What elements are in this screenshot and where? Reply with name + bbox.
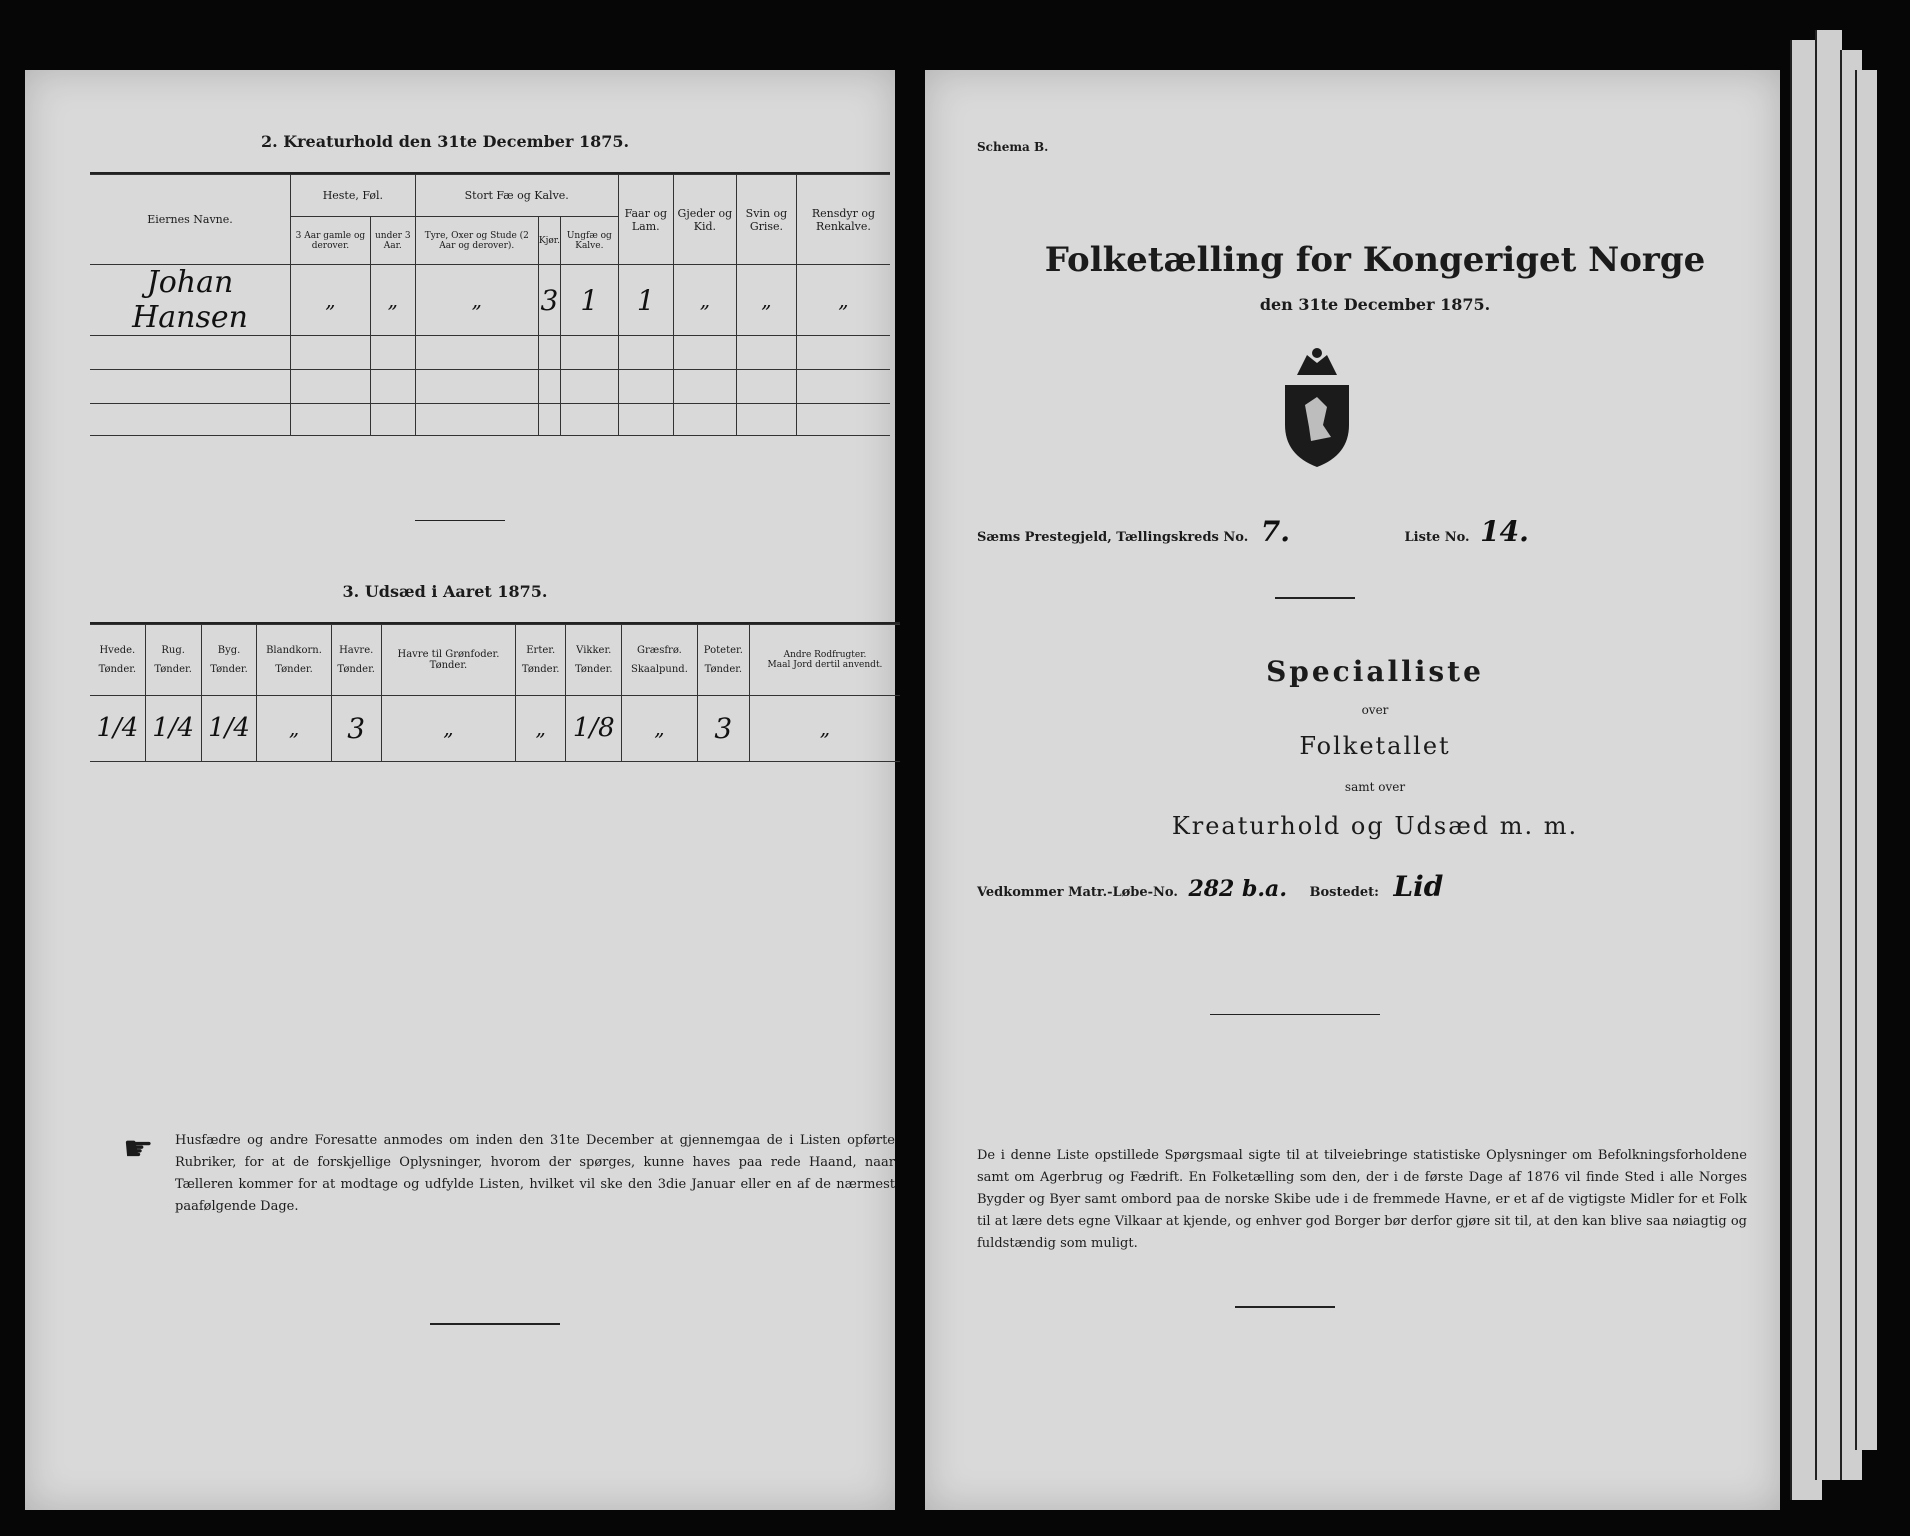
owner-header: Eiernes Navne. xyxy=(90,175,291,265)
seed-value: „ xyxy=(257,695,331,762)
divider xyxy=(415,520,505,521)
left-page xyxy=(25,70,895,1510)
table-row xyxy=(90,695,900,762)
census-date: den 31te December 1875. xyxy=(1259,295,1491,314)
coat-of-arms-icon xyxy=(1277,345,1357,470)
value-cell: 1 xyxy=(618,265,673,336)
col-goats: Gjeder og Kid. xyxy=(673,175,736,265)
schema-label: Schema B. xyxy=(977,140,1049,154)
seed-value: 1/8 xyxy=(566,695,622,762)
list-no: 14. xyxy=(1480,515,1529,548)
over-text: over xyxy=(1361,703,1389,717)
seed-title: 3. Udsæd i Aaret 1875. xyxy=(342,582,548,601)
col-horses-young: under 3 Aar. xyxy=(370,217,415,265)
page-edge xyxy=(1855,70,1877,1450)
value-cell: „ xyxy=(796,265,890,336)
seed-table xyxy=(90,624,900,762)
right-page xyxy=(925,70,1780,1510)
col-reindeer: Rensdyr og Renkalve. xyxy=(796,175,890,265)
seed-value: 1/4 xyxy=(90,695,145,762)
parish-line xyxy=(977,515,1737,548)
group-cattle: Stort Fæ og Kalve. xyxy=(415,175,618,217)
seed-value: „ xyxy=(381,695,515,762)
value-cell: „ xyxy=(736,265,796,336)
col-pigs: Svin og Grise. xyxy=(736,175,796,265)
divider xyxy=(1235,1306,1335,1308)
table-row xyxy=(90,404,890,436)
divider xyxy=(1275,597,1355,599)
matr-label: Vedkommer Matr.-Løbe-No. xyxy=(977,885,1178,900)
bostedet-value: Lid xyxy=(1393,870,1444,903)
seed-col: Havre. Tønder. xyxy=(331,625,381,696)
folk-title: Folketallet xyxy=(1299,732,1451,760)
table-row xyxy=(90,265,890,336)
seed-col: Poteter. Tønder. xyxy=(697,625,749,696)
value-cell: „ xyxy=(415,265,538,336)
divider xyxy=(1210,1014,1380,1015)
livestock-table xyxy=(90,174,890,436)
parish-no: 7. xyxy=(1260,515,1290,548)
value-cell: „ xyxy=(291,265,371,336)
page-edge xyxy=(1815,30,1842,1480)
col-young-cattle: Ungfæ og Kalve. xyxy=(560,217,618,265)
value-cell: „ xyxy=(370,265,415,336)
value-cell: 1 xyxy=(560,265,618,336)
seed-col: Rug. Tønder. xyxy=(145,625,201,696)
seed-col: Hvede. Tønder. xyxy=(90,625,145,696)
table-row xyxy=(90,336,890,370)
bostedet-label: Bostedet: xyxy=(1309,885,1379,900)
matr-no: 282 b.a. xyxy=(1188,876,1287,902)
value-cell: 3 xyxy=(538,265,560,336)
group-horses: Heste, Føl. xyxy=(291,175,416,217)
livestock-title: 2. Kreaturhold den 31te December 1875. xyxy=(260,132,630,151)
parish-label: Sæms Prestegjeld, Tællingskreds No. xyxy=(977,530,1249,545)
col-sheep: Faar og Lam. xyxy=(618,175,673,265)
seed-col: Græsfrø. Skaalpund. xyxy=(622,625,698,696)
seed-value: „ xyxy=(622,695,698,762)
seed-value: „ xyxy=(516,695,566,762)
pointing-hand-icon: ☛ xyxy=(123,1129,154,1169)
seed-col: Vikker. Tønder. xyxy=(566,625,622,696)
seed-value: 1/4 xyxy=(201,695,257,762)
table-row xyxy=(90,370,890,404)
seed-col: Byg. Tønder. xyxy=(201,625,257,696)
kreatur-title: Kreaturhold og Udsæd m. m. xyxy=(1171,812,1579,840)
seed-value: 3 xyxy=(331,695,381,762)
footer-text: De i denne Liste opstillede Spørgsmaal sigte til at tilveiebringe statistiske Oplysninger om Befolkningsforholdene samt om Agerbrug og Fædrift. En Folketælling som den, der i de første Dage af 1876 vil finde Sted i alle Norges Bygder og Byer samt ombord paa de norske Skibe ude i de fremmede Havne, er et af de vigtigste Midler for et Folk til at lære dets egne Vilkaar at kjende, og enhver god Borger bør derfor gjøre sit til, at den kan blive saa nøiagtig og fuldstændig som muligt. xyxy=(977,1148,1747,1251)
notice-text: Husfædre og andre Foresatte anmodes om inden den 31te December at gjennemgaa de i Listen opførte Rubriker, for at de forskjellige Oplysninger, hvorom der spørges, kunne haves paa rede Haand, naar Tælleren kommer for at modtage og udfylde Listen, hvilket vil ske den 3die Januar eller en af de nærmest paafølgende Dage. xyxy=(175,1133,895,1214)
divider xyxy=(430,1323,560,1325)
seed-col: Andre Rodfrugter. Maal Jord dertil anvendt. xyxy=(749,625,900,696)
seed-value: 3 xyxy=(697,695,749,762)
seed-col: Erter. Tønder. xyxy=(516,625,566,696)
col-bulls: Tyre, Oxer og Stude (2 Aar og derover). xyxy=(415,217,538,265)
seed-col: Havre til Grønfoder. Tønder. xyxy=(381,625,515,696)
over-text-2: samt over xyxy=(1344,780,1406,794)
seed-value: 1/4 xyxy=(145,695,201,762)
col-horses-old: 3 Aar gamle og derover. xyxy=(291,217,371,265)
seed-value: „ xyxy=(749,695,900,762)
col-cows: Kjør. xyxy=(538,217,560,265)
matr-line xyxy=(977,870,1737,903)
owner-name: Johan Hansen xyxy=(90,265,291,336)
main-title: Folketælling for Kongeriget Norge xyxy=(1044,240,1706,280)
seed-col: Blandkorn. Tønder. xyxy=(257,625,331,696)
special-title: Specialliste xyxy=(1266,655,1484,688)
list-label: Liste No. xyxy=(1404,530,1470,545)
value-cell: „ xyxy=(673,265,736,336)
